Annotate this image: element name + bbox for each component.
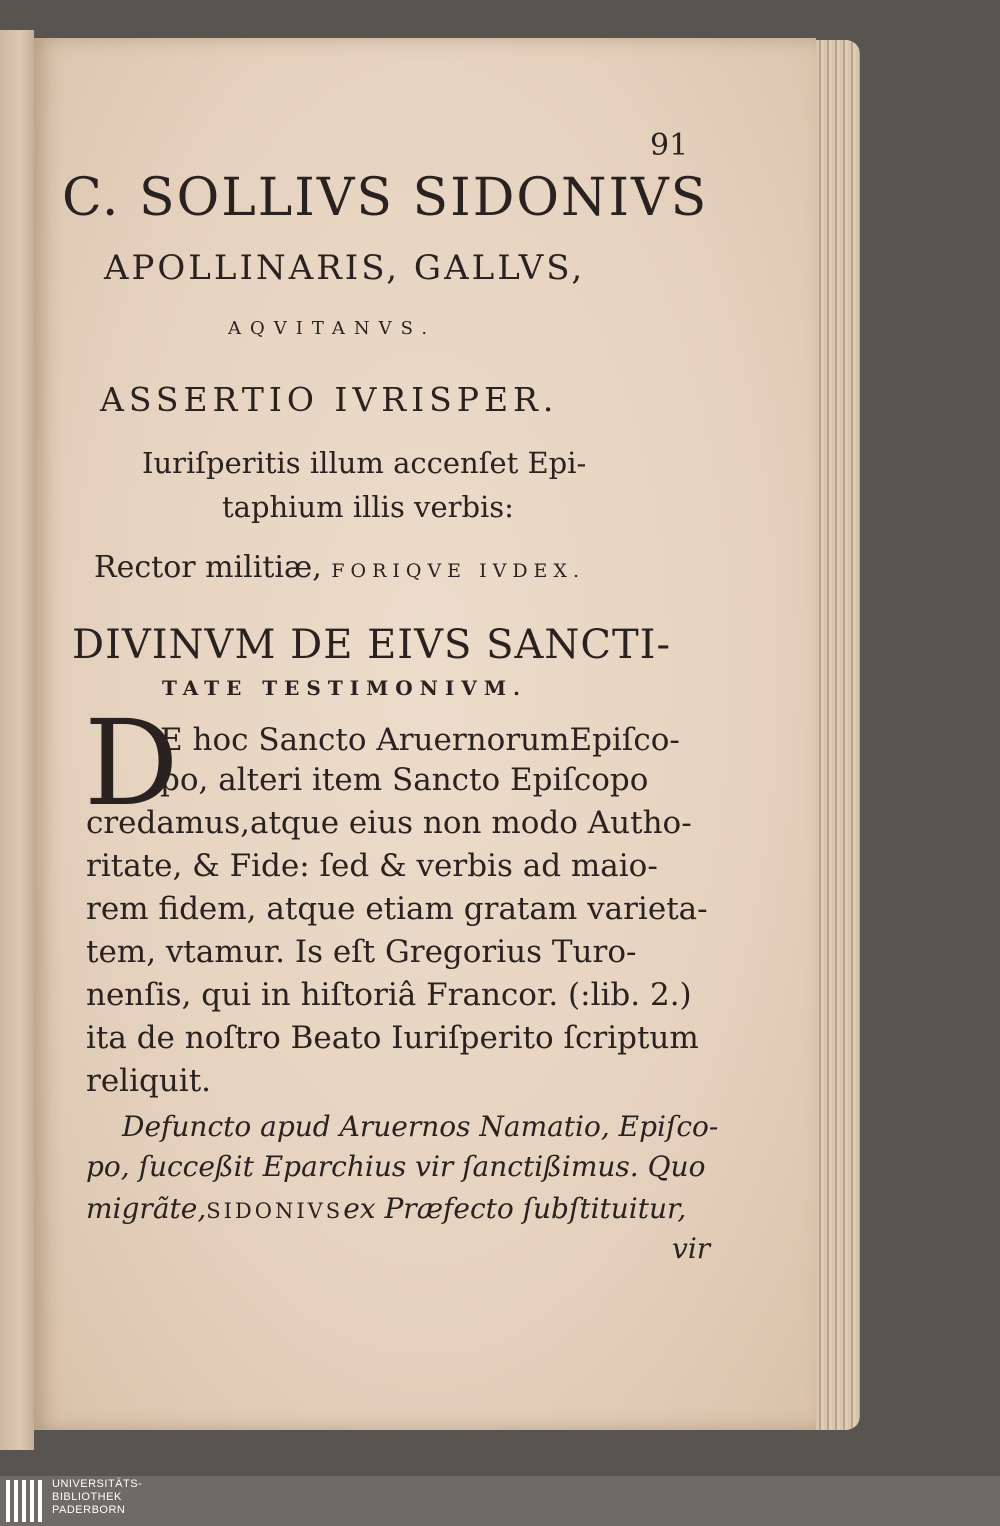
body-line: reliquit. [86, 1063, 212, 1099]
title-line-3: AQVITANVS. [228, 318, 437, 339]
title-line-1: C. SOLLIVS SIDONIVS [62, 168, 709, 228]
logo-line-2: BIBLIOTHEK [52, 1491, 122, 1503]
rector-line [94, 550, 585, 585]
footer-bar [0, 1476, 1000, 1526]
title-line-4: ASSERTIO IVRISPER. [100, 380, 559, 419]
body-line: ita de noſtro Beato Iuriſperito ſcriptum [86, 1020, 699, 1056]
italic-line-2: po, ſucceßit Eparchius vir ſanctißimus. Quo [86, 1150, 706, 1183]
body-line: rem fidem, atque etiam gratam varieta- [86, 891, 708, 927]
intro-line-2: taphium illis verbis: [222, 490, 514, 524]
italic-line-3-end: ex Præfecto ſubſtituitur, [343, 1192, 687, 1225]
italic-line-3-start: migrãte, [86, 1192, 207, 1225]
italic-line-1: Defuncto apud Aruernos Namatio, Epiſco- [122, 1110, 719, 1143]
body-line: tem, vtamur. Is eſt Gregorius Turo- [86, 934, 637, 970]
body-line: ritate, & Fide: ſed & verbis ad maio- [86, 848, 658, 884]
rector-caps: FORIQVE IVDEX. [331, 560, 585, 582]
title-line-2: APOLLINARIS, GALLVS, [104, 248, 586, 288]
library-logo-text [52, 1478, 142, 1517]
italic-line-3-name: SIDONIVS [206, 1199, 344, 1223]
left-page-edge [0, 30, 34, 1450]
body-line: E hoc Sancto AruernorumEpiſco- [160, 722, 680, 758]
library-logo-icon [6, 1480, 44, 1522]
body-line: nenſis, qui in hiſtoriâ Francor. (:lib. 2.) [86, 977, 692, 1013]
logo-line-1: UNIVERSITÄTS- [52, 1478, 143, 1490]
section-heading-line-2: TATE TESTIMONIVM. [162, 676, 527, 700]
drop-cap: D [84, 694, 179, 832]
body-line: po, alteri item Sancto Epiſcopo [160, 762, 649, 798]
catchword: vir [672, 1232, 711, 1265]
page-number: 91 [650, 128, 689, 163]
rector-text: Rector militiæ, [94, 550, 322, 585]
intro-line-1: Iuriſperitis illum accenſet Epi- [142, 446, 587, 480]
section-heading-line-1: DIVINVM DE EIVS SANCTI- [72, 622, 671, 668]
logo-line-3: PADERBORN [52, 1504, 126, 1516]
italic-line-3 [86, 1192, 686, 1225]
body-line: credamus,atque eius non modo Autho- [86, 805, 692, 841]
